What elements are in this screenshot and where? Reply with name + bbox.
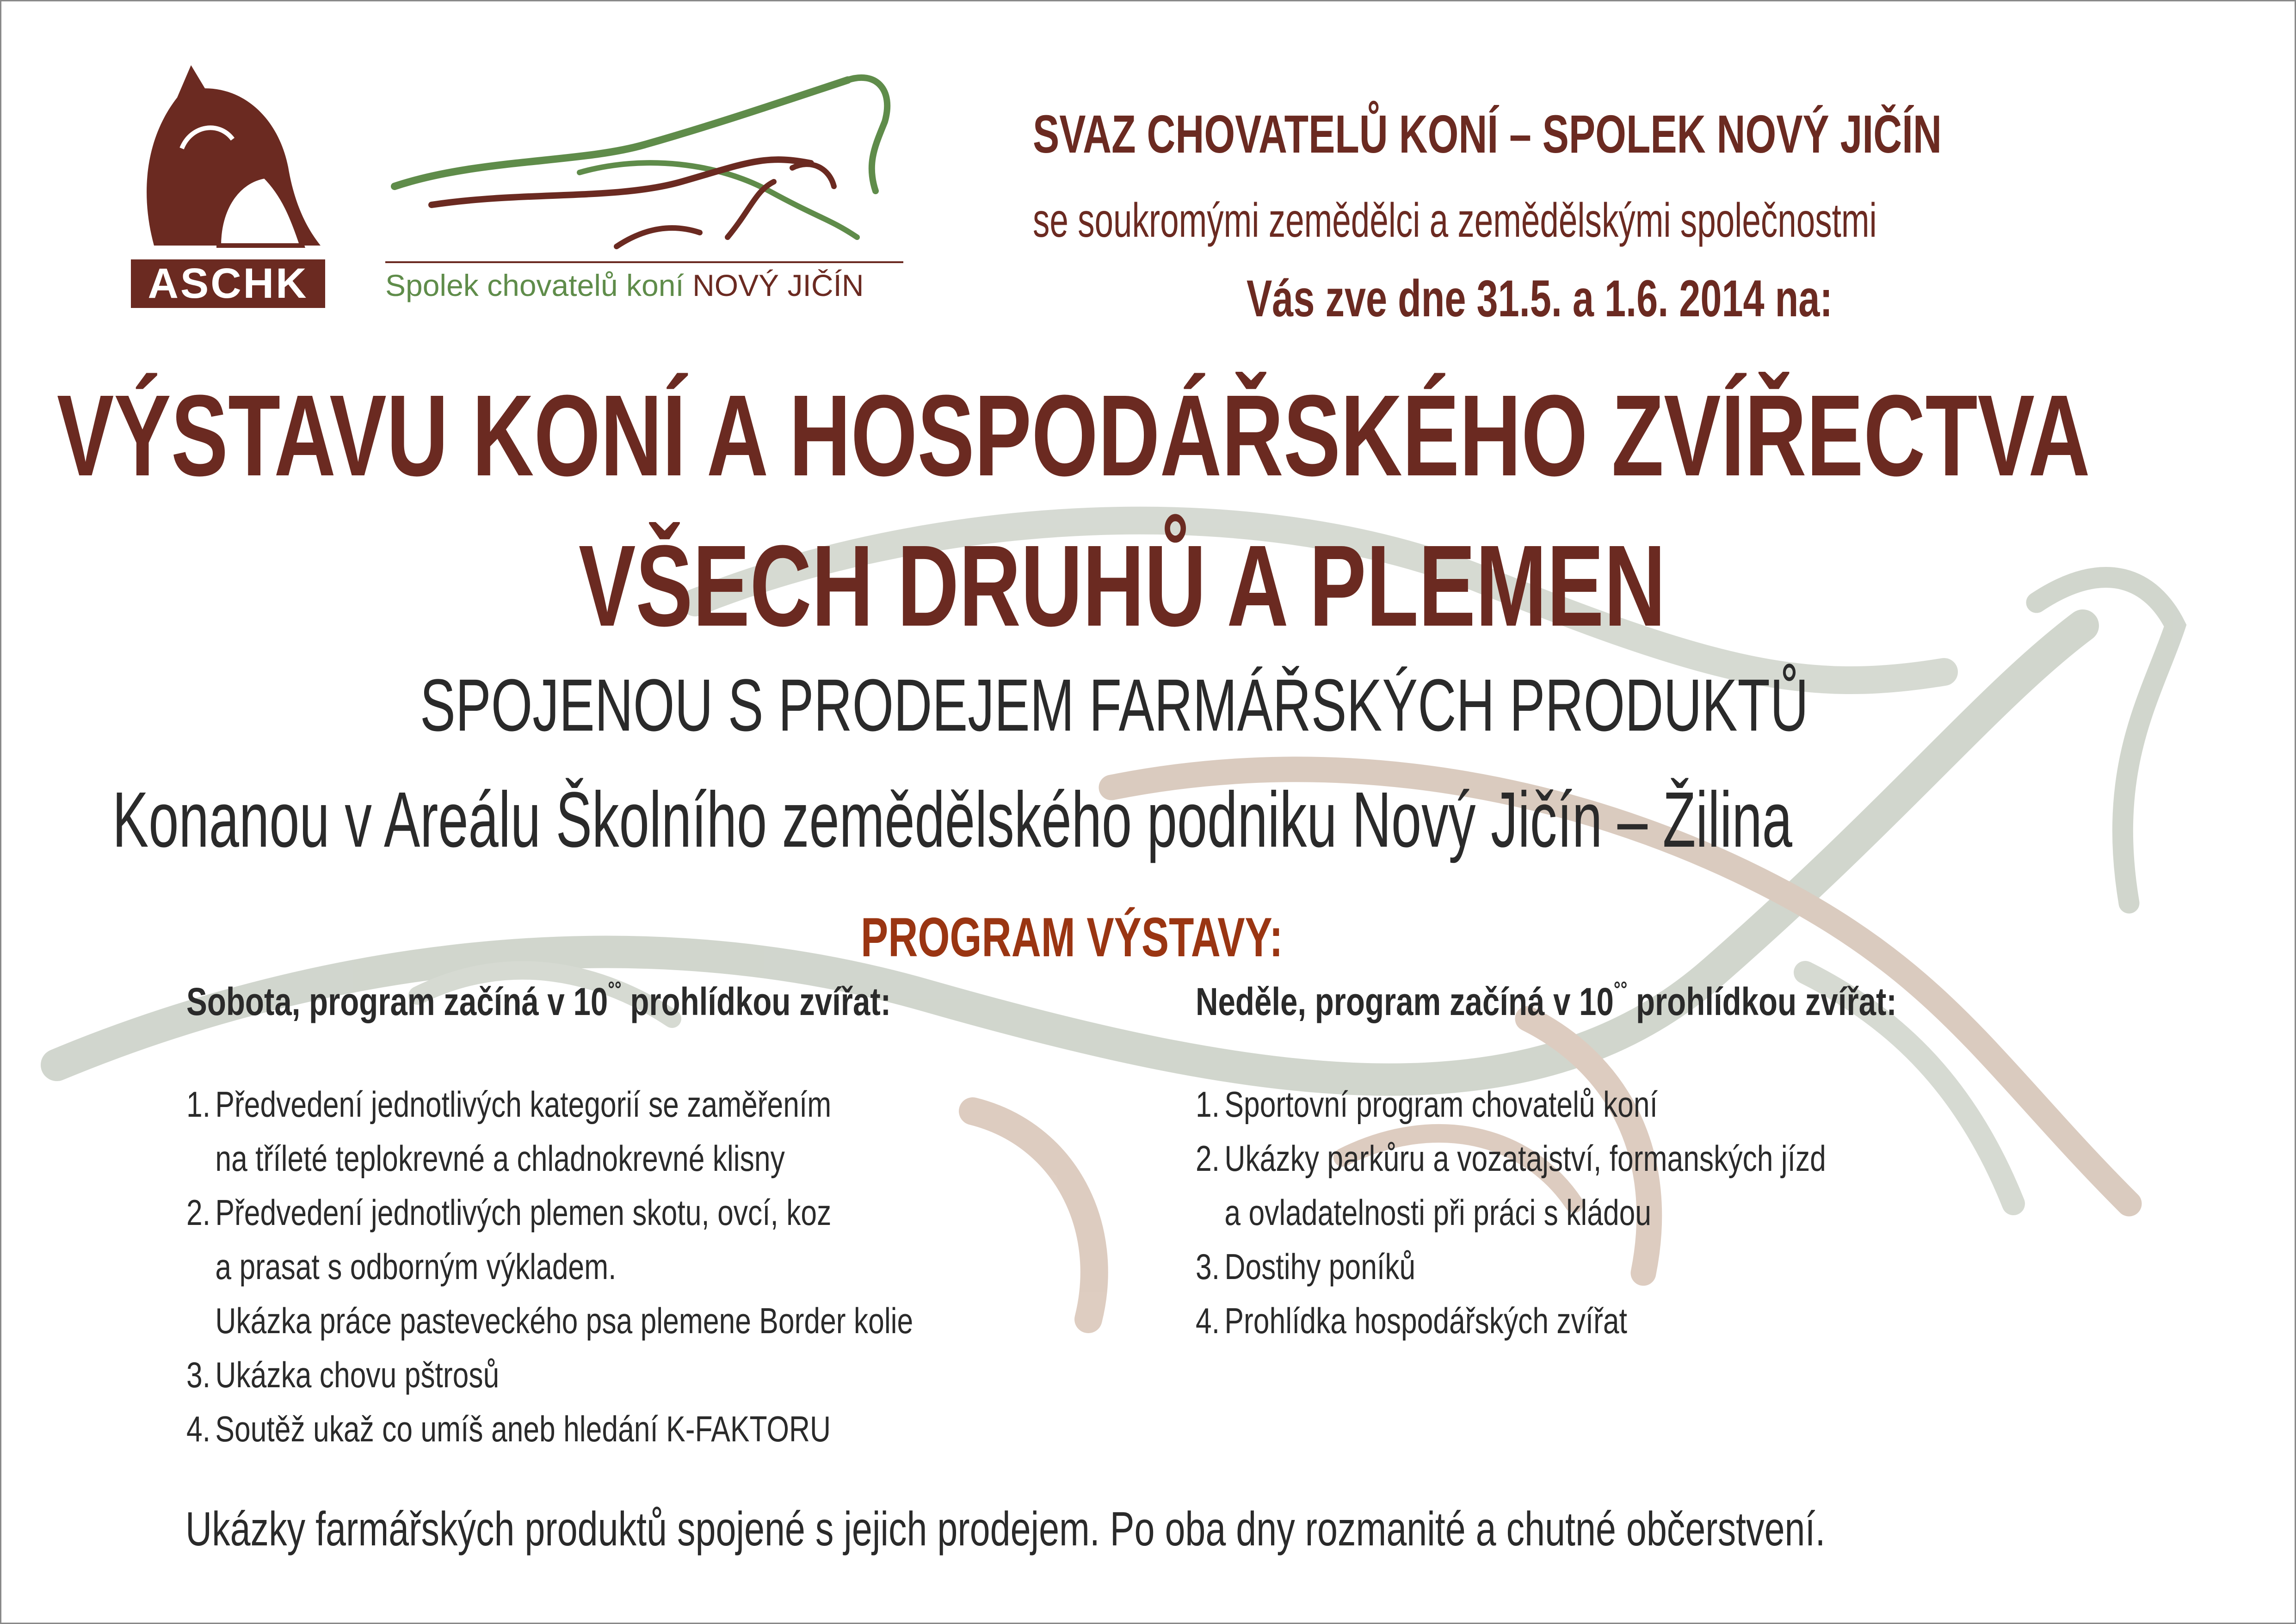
list-item-number: 3. (1196, 1246, 1220, 1287)
list-item-text: Prohlídka hospodářských zvířat (1224, 1300, 1627, 1341)
sunday-header-degree: °° (1613, 977, 1628, 1001)
program-list-item (186, 1300, 913, 1342)
saturday-header-b: prohlídkou zvířat: (630, 980, 891, 1023)
program-list-item (186, 1354, 499, 1396)
list-item-number: 4. (186, 1409, 211, 1449)
program-list-item (186, 1408, 831, 1450)
program-heading: PROGRAM VÝSTAVY: (861, 906, 1283, 968)
aschk-label: ASCHK (131, 259, 325, 308)
list-item-number: 2. (186, 1192, 211, 1233)
saturday-header-a: Sobota, program začíná v 10 (186, 980, 608, 1023)
list-item-number: 4. (1196, 1300, 1220, 1341)
program-list-item (186, 1192, 831, 1234)
list-item-number: 1. (1196, 1084, 1220, 1125)
running-horses-icon (385, 52, 913, 256)
list-item-text: Ukázka chovu pštrosů (215, 1354, 500, 1395)
program-list-item (1196, 1138, 1826, 1180)
sunday-program (1196, 977, 2072, 1341)
spolek-logo-text (385, 268, 864, 303)
subtitle-line1: SPOJENOU S PRODEJEM FARMÁŘSKÝCH PRODUKTŮ (420, 664, 1809, 746)
list-item-text: Soutěž ukaž co umíš aneb hledání K-FAKTORU (215, 1409, 831, 1449)
spolek-logo-rule (385, 261, 903, 263)
list-item-number: 2. (1196, 1138, 1220, 1179)
saturday-program (186, 977, 1067, 1449)
saturday-header-degree: °° (608, 977, 622, 1001)
list-item-text: Ukázka práce pasteveckého psa plemene Border kolie (215, 1300, 913, 1341)
program-list-item (1196, 1083, 1658, 1126)
program-list-item (1196, 1192, 1651, 1234)
list-item-text: Dostihy poníků (1224, 1246, 1416, 1287)
organizer-partners: se soukromými zemědělci a zemědělskými společnostmi (1033, 194, 1877, 247)
list-item-text: Ukázky parkůru a vozatajství, formanských jízd (1224, 1138, 1826, 1179)
list-item-text: Sportovní program chovatelů koní (1224, 1084, 1658, 1125)
sunday-header-a: Neděle, program začíná v 10 (1196, 980, 1614, 1023)
program-list-item (186, 1246, 616, 1288)
main-title-line1: VÝSTAVU KONÍ A HOSPODÁŘSKÉHO ZVÍŘECTVA (57, 371, 2090, 500)
aschk-logo (126, 56, 330, 311)
main-title-line2: VŠECH DRUHŮ A PLEMEN (579, 521, 1666, 650)
list-item-text: a prasat s odborným výkladem. (215, 1246, 617, 1287)
program-list-item (186, 1083, 831, 1126)
program-list-item (186, 1138, 785, 1180)
list-item-text: na tříleté teplokrevné a chladnokrevné klisny (215, 1138, 785, 1179)
organizer-name: SVAZ CHOVATELŮ KONÍ – SPOLEK NOVÝ JIČÍN (1033, 104, 1942, 164)
horse-heads-icon (126, 56, 330, 259)
list-item-text: Předvedení jednotlivých kategorií se zaměřením (215, 1084, 832, 1125)
list-item-number: 3. (186, 1354, 211, 1395)
list-item-text: a ovladatelnosti při práci s kládou (1224, 1192, 1652, 1233)
sunday-header-b: prohlídkou zvířat: (1636, 980, 1897, 1023)
spolek-logo-text-a: Spolek chovatelů koní (385, 268, 684, 302)
program-list-item (1196, 1300, 1627, 1342)
saturday-header (186, 979, 891, 1024)
list-item-text: Předvedení jednotlivých plemen skotu, ovcí, koz (215, 1192, 832, 1233)
spolek-logo (385, 52, 913, 311)
spolek-logo-text-b: NOVÝ JIČÍN (692, 268, 864, 302)
footer-note: Ukázky farmářských produktů spojené s jejich prodejem. Po oba dny rozmanité a chutné občerstvení. (185, 1502, 1826, 1556)
list-item-number: 1. (186, 1084, 211, 1125)
program-list-item (1196, 1246, 1415, 1288)
sunday-header (1196, 979, 1897, 1024)
invitation-date: Vás zve dne 31.5. a 1.6. 2014 na: (1247, 270, 1833, 327)
subtitle-line2: Konanou v Areálu Školního zemědělského podniku Nový Jičín – Žilina (112, 776, 1792, 864)
